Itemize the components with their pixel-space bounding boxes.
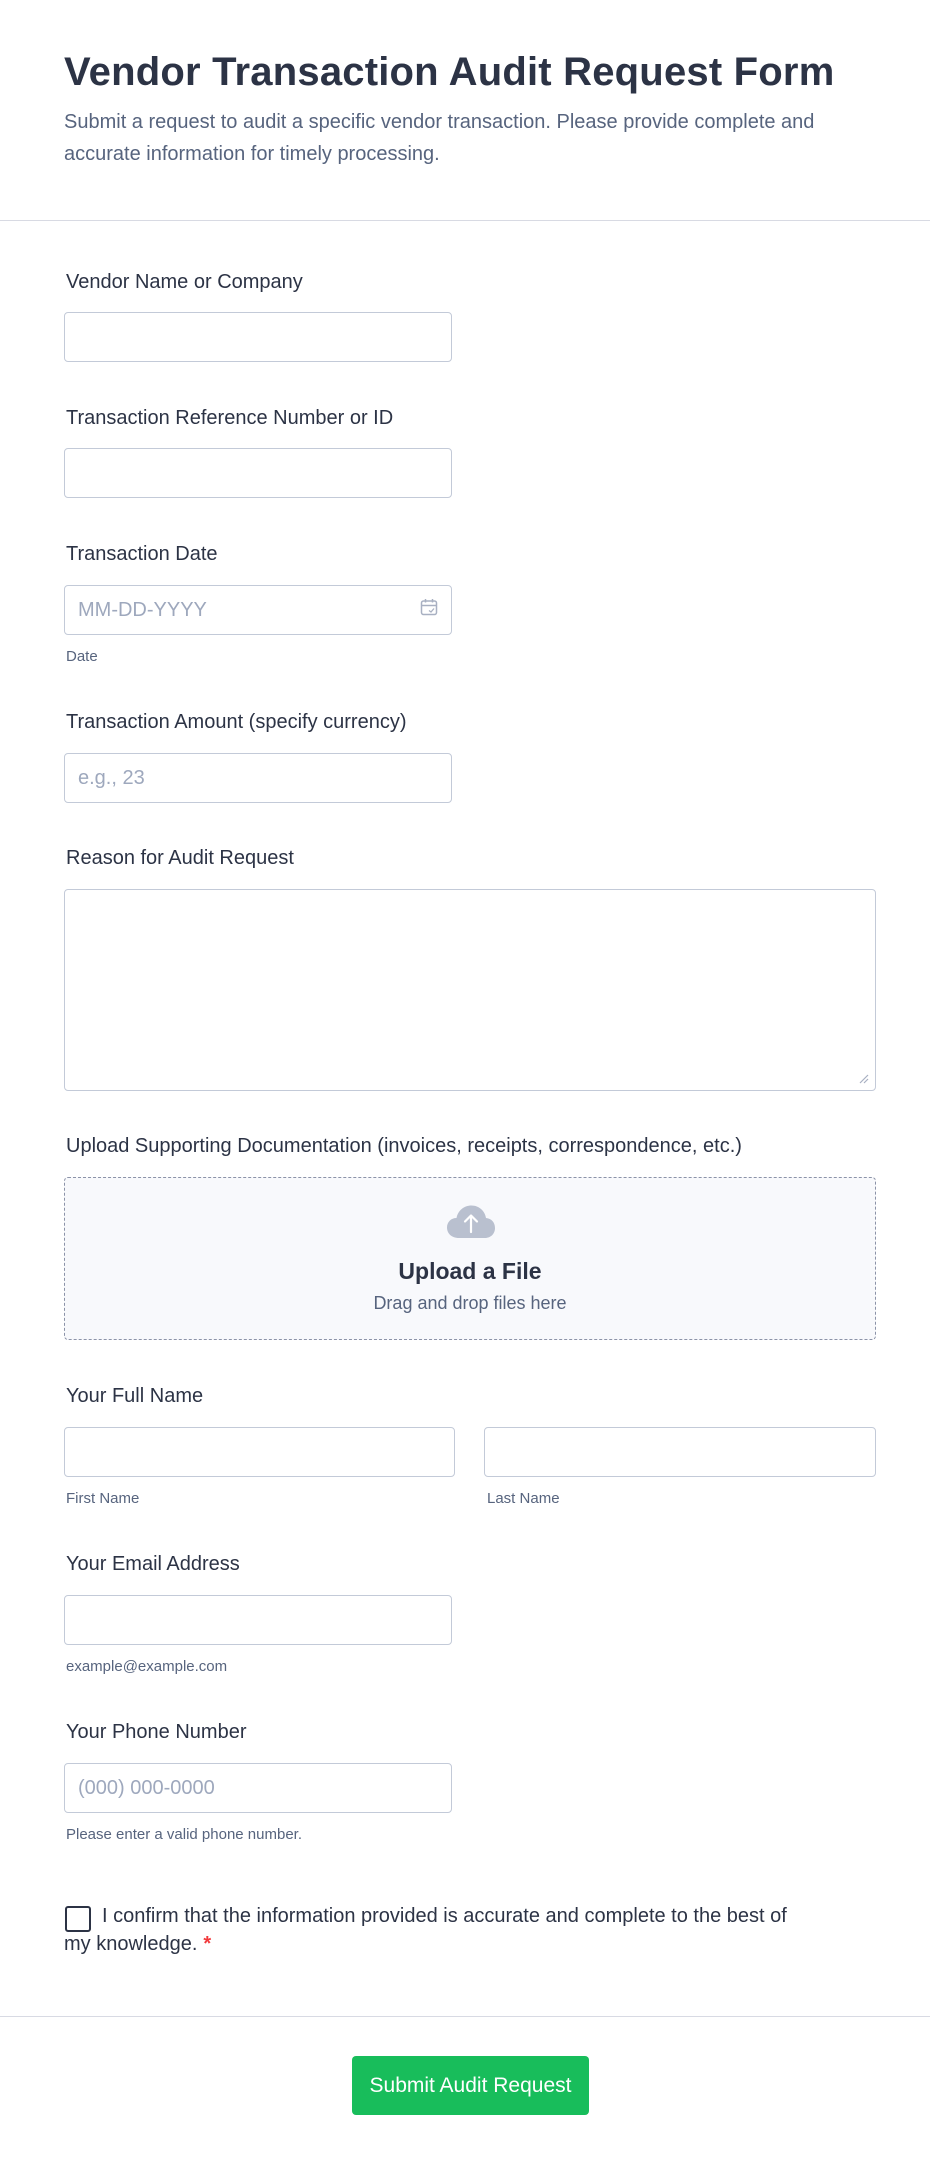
- transaction-amount-input[interactable]: [64, 753, 452, 803]
- cloud-upload-icon: [446, 1204, 496, 1240]
- form-footer: [0, 2016, 930, 2163]
- file-upload-dropzone[interactable]: [64, 1177, 876, 1340]
- reason-label: Reason for Audit Request: [66, 847, 294, 869]
- phone-label: Your Phone Number: [66, 1721, 247, 1743]
- transaction-date-input[interactable]: [64, 585, 452, 635]
- transaction-amount-label: Transaction Amount (specify currency): [66, 711, 407, 733]
- upload-label: Upload Supporting Documentation (invoices, receipts, correspondence, etc.): [66, 1135, 742, 1157]
- phone-sublabel: Please enter a valid phone number.: [66, 1826, 302, 1843]
- email-label: Your Email Address: [66, 1553, 240, 1575]
- submit-button[interactable]: Submit Audit Request: [352, 2056, 589, 2115]
- reason-textarea[interactable]: [64, 889, 876, 1091]
- required-asterisk: *: [203, 1933, 212, 1955]
- full-name-label: Your Full Name: [66, 1385, 204, 1407]
- confirm-label[interactable]: [64, 1902, 804, 1958]
- transaction-ref-label: Transaction Reference Number or ID: [66, 407, 394, 429]
- first-name-sublabel: First Name: [66, 1490, 140, 1507]
- transaction-date-sublabel: Date: [66, 648, 98, 665]
- transaction-ref-input[interactable]: [64, 448, 452, 498]
- last-name-sublabel: Last Name: [487, 1490, 560, 1507]
- upload-subtitle: Drag and drop files here: [373, 1293, 567, 1313]
- confirm-text: I confirm that the information provided is accurate and complete to the best of my knowledge.: [64, 1905, 787, 1955]
- calendar-icon[interactable]: [420, 598, 438, 616]
- vendor-name-label: Vendor Name or Company: [66, 271, 303, 293]
- form-title: Vendor Transaction Audit Request Form: [64, 50, 835, 94]
- transaction-date-label: Transaction Date: [66, 543, 218, 565]
- form-header: [0, 0, 930, 221]
- upload-title: Upload a File: [398, 1258, 542, 1284]
- resize-grip-icon[interactable]: [857, 1072, 869, 1084]
- last-name-input[interactable]: [484, 1427, 876, 1477]
- first-name-input[interactable]: [64, 1427, 455, 1477]
- vendor-name-input[interactable]: [64, 312, 452, 362]
- form-subtitle: Submit a request to audit a specific vendor transaction. Please provide complete and accurate information for timely processing.: [64, 111, 815, 165]
- email-input[interactable]: [64, 1595, 452, 1645]
- phone-input[interactable]: [64, 1763, 452, 1813]
- email-sublabel: example@example.com: [66, 1658, 228, 1675]
